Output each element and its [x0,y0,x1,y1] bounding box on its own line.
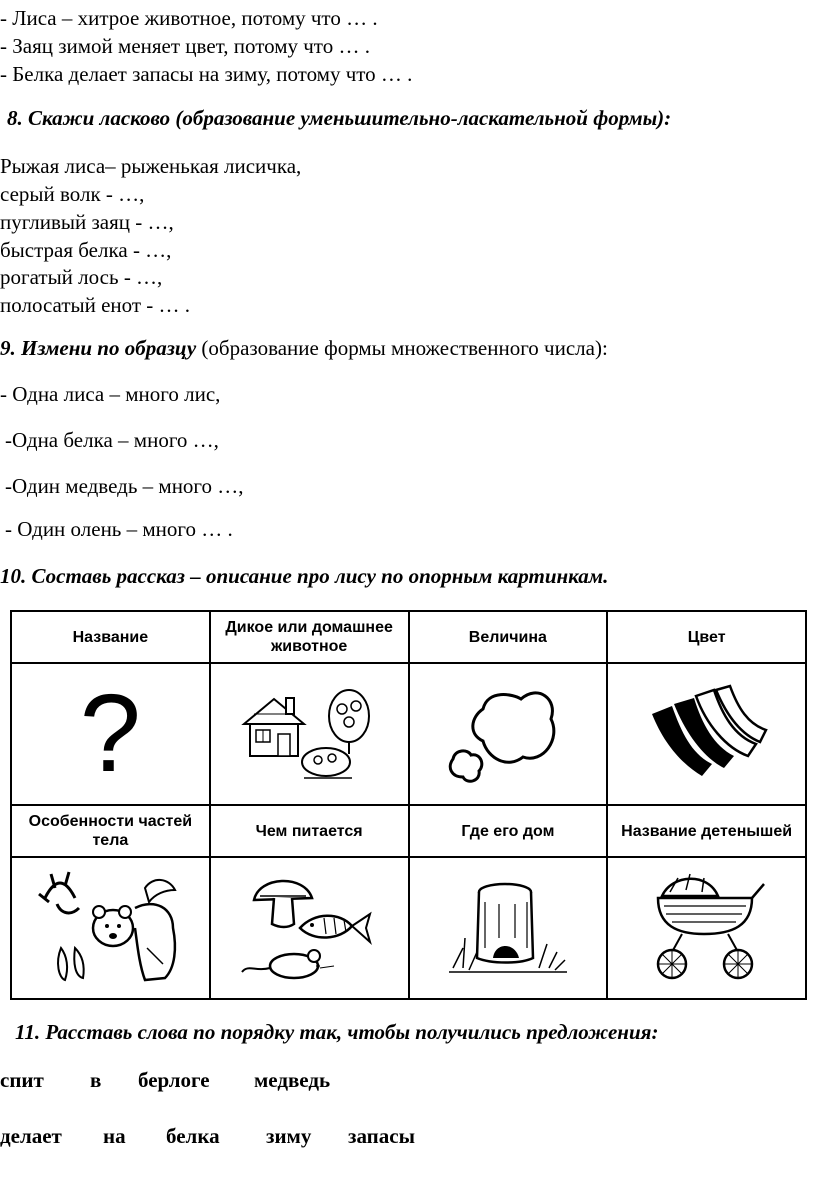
food-cell [210,857,409,999]
task9-title [0,335,608,361]
mushroom-fish-mouse-icon [234,868,384,988]
header-wild-or-domestic: Дикое или домашнее животное [210,611,409,663]
intro-line-3: - Белка делает запасы на зиму, потому что … . [0,62,413,86]
word: спит [0,1068,44,1092]
header-cubs: Название детенышей [607,805,806,857]
word: на [103,1124,126,1148]
header-home: Где его дом [409,805,608,857]
house-and-trees-icon [234,684,384,784]
word: в [90,1068,102,1092]
task8-line-5: рогатый лось - …, [0,265,163,289]
header-color: Цвет [607,611,806,663]
house-and-forest-cell [210,663,409,805]
header-food: Чем питается [210,805,409,857]
cubs-cell [607,857,806,999]
word: зиму [266,1124,312,1148]
task9-line-1: - Одна лиса – много лис, [0,382,221,406]
color-stripes-cell [607,663,806,805]
word: белка [166,1124,220,1148]
word: делает [0,1124,62,1148]
color-stripes-icon [642,684,772,784]
tree-stump-icon [443,868,573,988]
home-cell [409,857,608,999]
header-body-parts: Особенности частей тела [11,805,210,857]
task9-line-3: -Один медведь – много …, [5,474,244,498]
picture-support-table [10,610,807,1000]
task8-line-3: пугливый заяц - …, [0,210,174,234]
task8-line-4: быстрая белка - …, [0,238,172,262]
header-name: Название [11,611,210,663]
task9-title-bold: 9. Измени по образцу [0,336,197,360]
question-mark-cell [11,663,210,805]
sentence-2 [0,1123,415,1149]
task9-title-rest: (образование формы множественного числа): [196,336,608,360]
word: берлоге [138,1068,210,1092]
question-mark: ? [79,672,141,795]
size-blobs-icon [443,679,573,789]
word: медведь [254,1068,331,1092]
task10-title: 10. Составь рассказ – описание про лису по опорным картинкам. [0,564,609,588]
intro-line-1: - Лиса – хитрое животное, потому что … . [0,6,378,30]
word: запасы [348,1124,415,1148]
task8-line-2: серый волк - …, [0,182,145,206]
task8-title: 8. Скажи ласково (образование уменьшительно-ласкательной формы): [7,106,672,130]
task9-line-2: -Одна белка – много …, [5,428,219,452]
sentence-1 [0,1067,330,1093]
baby-carriage-icon [642,868,772,988]
animal-body-parts-icon [35,868,185,988]
task9-line-4: - Один олень – много … . [5,517,233,541]
body-parts-cell [11,857,210,999]
size-blobs-cell [409,663,608,805]
task8-line-1: Рыжая лиса– рыженькая лисичка, [0,154,302,178]
header-size: Величина [409,611,608,663]
intro-line-2: - Заяц зимой меняет цвет, потому что … . [0,34,370,58]
task11-title: 11. Расставь слова по порядку так, чтобы получились предложения: [15,1020,659,1044]
task8-line-6: полосатый енот - … . [0,293,191,317]
